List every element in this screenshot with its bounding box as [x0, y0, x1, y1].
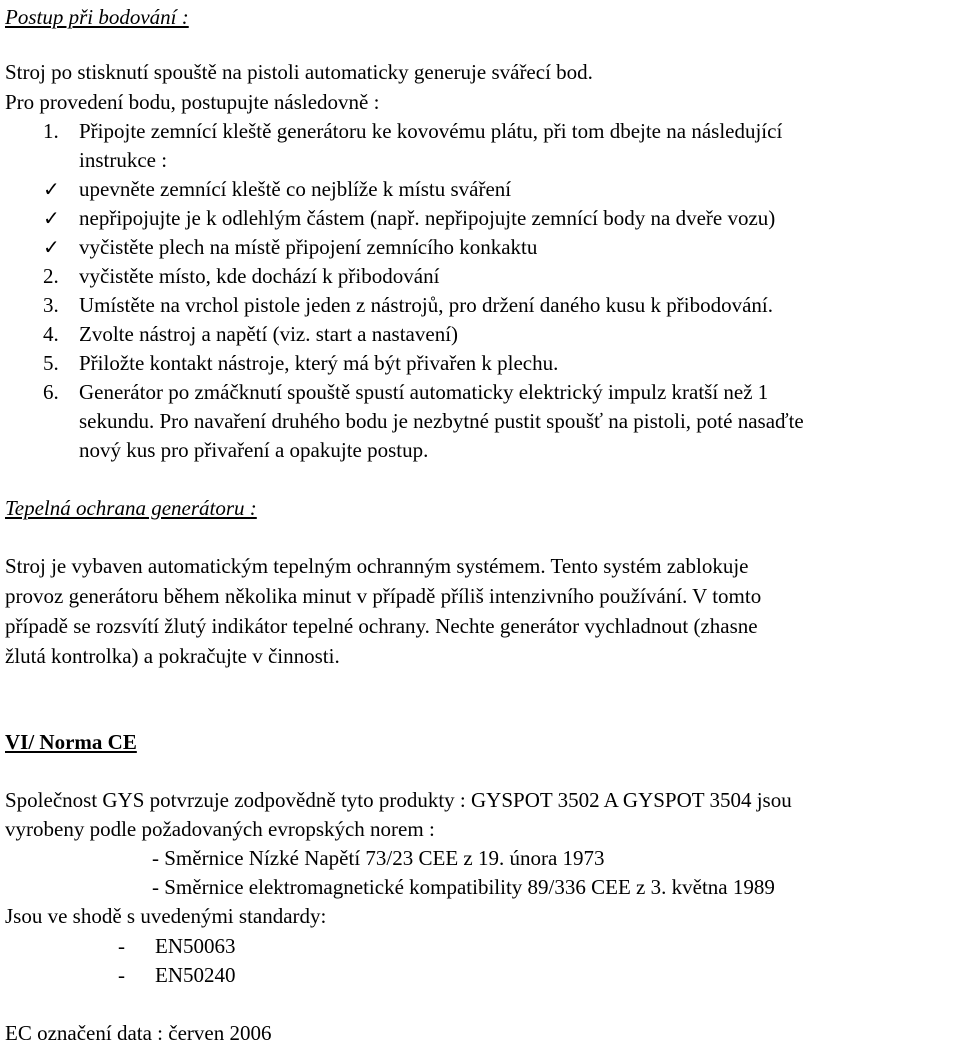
paragraph-line: žlutá kontrolka) a pokračujte v činnosti. — [5, 644, 340, 668]
step-number: 2. — [43, 264, 59, 288]
intro-line-1: Stroj po stisknutí spouště na pistoli automaticky generuje svářecí bod. — [5, 60, 593, 84]
paragraph-line: případě se rozsvítí žlutý indikátor tepelné ochrany. Nechte generátor vychladnout (zhasne — [5, 614, 758, 638]
section-heading-ce-norm: VI/ Norma CE — [5, 730, 137, 754]
list-dash: - — [118, 934, 125, 958]
directive-item: - Směrnice Nízké Napětí 73/23 CEE z 19. února 1973 — [152, 846, 605, 870]
checkmark-icon: ✓ — [43, 235, 60, 259]
step-number: 6. — [43, 380, 59, 404]
step-text: vyčistěte místo, kde dochází k přibodování — [79, 264, 440, 288]
checkmark-icon: ✓ — [43, 206, 60, 230]
step-text: Připojte zemnící kleště generátoru ke kovovému plátu, při tom dbejte na následující — [79, 119, 783, 143]
step-number: 5. — [43, 351, 59, 375]
step-number: 3. — [43, 293, 59, 317]
paragraph-line: provoz generátoru během několika minut v případě příliš intenzivního používání. V tomto — [5, 584, 762, 608]
paragraph-line: Stroj je vybaven automatickým tepelným ochranným systémem. Tento systém zablokuje — [5, 554, 749, 578]
standard-item: EN50063 — [155, 934, 236, 958]
step-text-continued: nový kus pro přivaření a opakujte postup. — [79, 438, 429, 462]
checklist-item: nepřipojujte je k odlehlým částem (např. nepřipojujte zemnící body na dveře vozu) — [79, 206, 776, 230]
checkmark-icon: ✓ — [43, 177, 60, 201]
section-heading-spot-procedure: Postup při bodování : — [5, 5, 189, 29]
paragraph-line: Jsou ve shodě s uvedenými standardy: — [5, 904, 327, 928]
ec-marking-date: EC označení data : červen 2006 — [5, 1021, 272, 1045]
standard-item: EN50240 — [155, 963, 236, 987]
intro-line-2: Pro provedení bodu, postupujte následovně : — [5, 90, 380, 114]
paragraph-line: Společnost GYS potvrzuje zodpovědně tyto produkty : GYSPOT 3502 A GYSPOT 3504 jsou — [5, 788, 792, 812]
directive-item: - Směrnice elektromagnetické kompatibility 89/336 CEE z 3. května 1989 — [152, 875, 775, 899]
step-number: 1. — [43, 119, 59, 143]
step-text-continued: instrukce : — [79, 148, 168, 172]
step-number: 4. — [43, 322, 59, 346]
checklist-item: vyčistěte plech na místě připojení zemnícího konkaktu — [79, 235, 538, 259]
step-text: Generátor po zmáčknutí spouště spustí automaticky elektrický impulz kratší než 1 — [79, 380, 769, 404]
step-text: Zvolte nástroj a napětí (viz. start a nastavení) — [79, 322, 459, 346]
step-text: Umístěte na vrchol pistole jeden z nástrojů, pro držení daného kusu k přibodování. — [79, 293, 773, 317]
list-dash: - — [118, 963, 125, 987]
step-text-continued: sekundu. Pro navaření druhého bodu je nezbytné pustit spoušť na pistoli, poté nasaďte — [79, 409, 804, 433]
section-heading-thermal-protection: Tepelná ochrana generátoru : — [5, 496, 257, 520]
step-text: Přiložte kontakt nástroje, který má být přivařen k plechu. — [79, 351, 559, 375]
paragraph-line: vyrobeny podle požadovaných evropských norem : — [5, 817, 435, 841]
checklist-item: upevněte zemnící kleště co nejblíže k místu sváření — [79, 177, 512, 201]
